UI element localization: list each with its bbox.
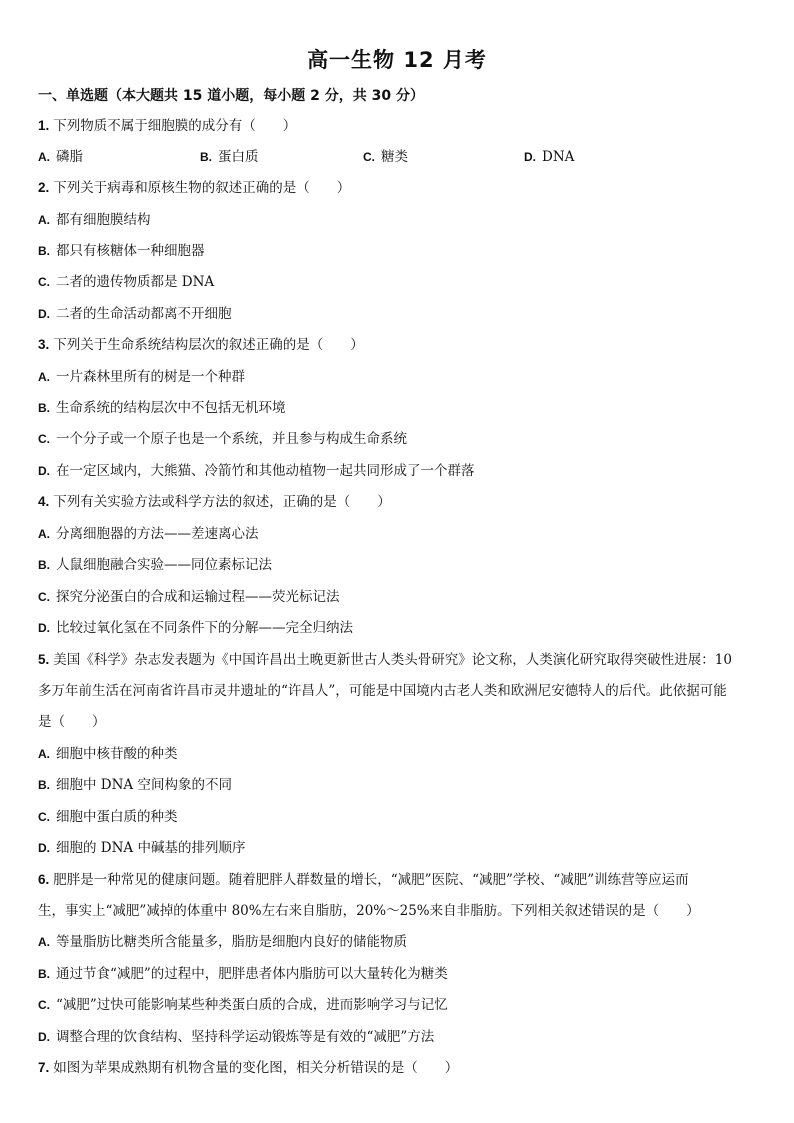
question-stem-line-2: 生，事实上“减肥”减掉的体重中 80%左右来自脂肪，20%～25%来自非脂肪。下列相关叙述错误的是（ ） [38, 903, 700, 919]
option-key: B. [38, 778, 50, 792]
question-1-options [38, 147, 758, 167]
question-4 [38, 492, 391, 512]
option-key: C. [38, 275, 50, 289]
option-key: A. [38, 935, 50, 949]
option-a [38, 524, 259, 544]
option-key: D. [38, 307, 50, 321]
option-key: A. [38, 150, 50, 164]
option-text: 人鼠细胞融合实验——同位素标记法 [56, 557, 272, 573]
option-text: 调整合理的饮食结构、坚持科学运动锻炼等是有效的“减肥”方法 [56, 1029, 435, 1045]
option-a [38, 932, 407, 952]
option-text: 等量脂肪比糖类所含能量多，脂肪是细胞内良好的储能物质 [56, 934, 407, 950]
question-stem-line-3: 是（ ） [38, 714, 106, 730]
option-c [38, 807, 178, 827]
option-key: B. [200, 150, 212, 164]
question-1 [38, 116, 296, 136]
question-stem: 下列关于生命系统结构层次的叙述正确的是（ ） [53, 337, 364, 353]
option-d [38, 461, 475, 481]
option-d [38, 618, 353, 638]
question-number: 1. [38, 118, 50, 133]
option-key: D. [524, 150, 536, 164]
option-b [38, 964, 448, 984]
option-a [38, 367, 245, 387]
option-a [38, 744, 178, 764]
question-5 [38, 650, 732, 670]
option-key: C. [38, 810, 50, 824]
option-key: B. [38, 401, 50, 415]
option-text: 细胞中 DNA 空间构象的不同 [56, 777, 232, 793]
option-text: 在一定区域内，大熊猫、冷箭竹和其他动植物一起共同形成了一个群落 [56, 463, 475, 479]
question-stem-line-1: 肥胖是一种常见的健康问题。随着肥胖人群数量的增长，“减肥”医院、“减肥”学校、“减肥”训练营等应运而 [53, 872, 689, 888]
option-a [38, 210, 151, 230]
option-text: 分离细胞器的方法——差速离心法 [56, 526, 259, 542]
question-number: 7. [38, 1060, 50, 1075]
option-c [38, 272, 214, 292]
option-key: D. [38, 621, 50, 635]
option-key: A. [38, 370, 50, 384]
option-text: 一个分子或一个原子也是一个系统，并且参与构成生命系统 [56, 431, 407, 447]
question-2 [38, 178, 350, 198]
option-text: 磷脂 [56, 149, 83, 165]
question-6 [38, 870, 689, 890]
option-d [38, 838, 245, 858]
option-key: C. [363, 150, 375, 164]
option-key: B. [38, 967, 50, 981]
option-text: 一片森林里所有的树是一个种群 [56, 369, 245, 385]
option-c [363, 147, 408, 167]
question-stem: 如图为苹果成熟期有机物含量的变化图，相关分析错误的是（ ） [53, 1060, 459, 1076]
option-text: 细胞中核苷酸的种类 [56, 746, 178, 762]
option-key: B. [38, 244, 50, 258]
question-stem: 下列物质不属于细胞膜的成分有（ ） [53, 118, 297, 134]
option-text: 二者的生命活动都离不开细胞 [56, 306, 232, 322]
option-key: B. [38, 558, 50, 572]
option-text: 二者的遗传物质都是 DNA [56, 274, 215, 290]
option-key: C. [38, 432, 50, 446]
option-text: 细胞的 DNA 中碱基的排列顺序 [56, 840, 246, 856]
option-c [38, 587, 340, 607]
question-number: 4. [38, 494, 50, 509]
option-key: D. [38, 464, 50, 478]
question-stem-line-2: 多万年前生活在河南省许昌市灵井遗址的“许昌人”，可能是中国境内古老人类和欧洲尼安德特人的后代。此依据可能 [38, 683, 727, 699]
page-title: 高一生物 12 月考 [307, 48, 487, 72]
option-d [38, 1027, 434, 1047]
option-c [38, 429, 407, 449]
option-key: A. [38, 213, 50, 227]
question-number: 2. [38, 180, 50, 195]
option-text: “减肥”过快可能影响某些种类蛋白质的合成，进而影响学习与记忆 [56, 997, 448, 1013]
option-key: D. [38, 841, 50, 855]
option-text: 都有细胞膜结构 [56, 212, 151, 228]
option-a [38, 147, 83, 167]
option-text: DNA [542, 149, 575, 165]
question-7 [38, 1058, 458, 1078]
option-text: 探究分泌蛋白的合成和运输过程——荧光标记法 [56, 589, 340, 605]
option-b [38, 555, 272, 575]
option-b [200, 147, 259, 167]
question-number: 6. [38, 872, 50, 887]
option-key: C. [38, 998, 50, 1012]
option-key: A. [38, 747, 50, 761]
section-heading: 一、单选题（本大题共 15 道小题，每小题 2 分，共 30 分） [38, 88, 424, 104]
option-key: A. [38, 527, 50, 541]
question-stem: 下列有关实验方法或科学方法的叙述，正确的是（ ） [53, 494, 391, 510]
question-number: 3. [38, 337, 50, 352]
option-text: 通过节食“减肥”的过程中，肥胖患者体内脂肪可以大量转化为糖类 [56, 966, 448, 982]
question-3 [38, 335, 364, 355]
option-text: 生命系统的结构层次中不包括无机环境 [56, 400, 286, 416]
question-number: 5. [38, 652, 50, 667]
option-text: 都只有核糖体一种细胞器 [56, 243, 205, 259]
option-text: 蛋白质 [218, 149, 259, 165]
option-key: C. [38, 590, 50, 604]
option-d [524, 147, 574, 167]
option-b [38, 775, 232, 795]
option-c [38, 995, 448, 1015]
option-text: 比较过氧化氢在不同条件下的分解——完全归纳法 [56, 620, 353, 636]
question-stem: 下列关于病毒和原核生物的叙述正确的是（ ） [53, 180, 351, 196]
option-text: 细胞中蛋白质的种类 [56, 809, 178, 825]
option-text: 糖类 [381, 149, 408, 165]
question-stem-line-1: 美国《科学》杂志发表题为《中国许昌出土晚更新世古人类头骨研究》论文称，人类演化研究取得突破性进展：10 [53, 652, 732, 668]
option-key: D. [38, 1030, 50, 1044]
option-b [38, 398, 286, 418]
option-b [38, 241, 205, 261]
option-d [38, 304, 232, 324]
